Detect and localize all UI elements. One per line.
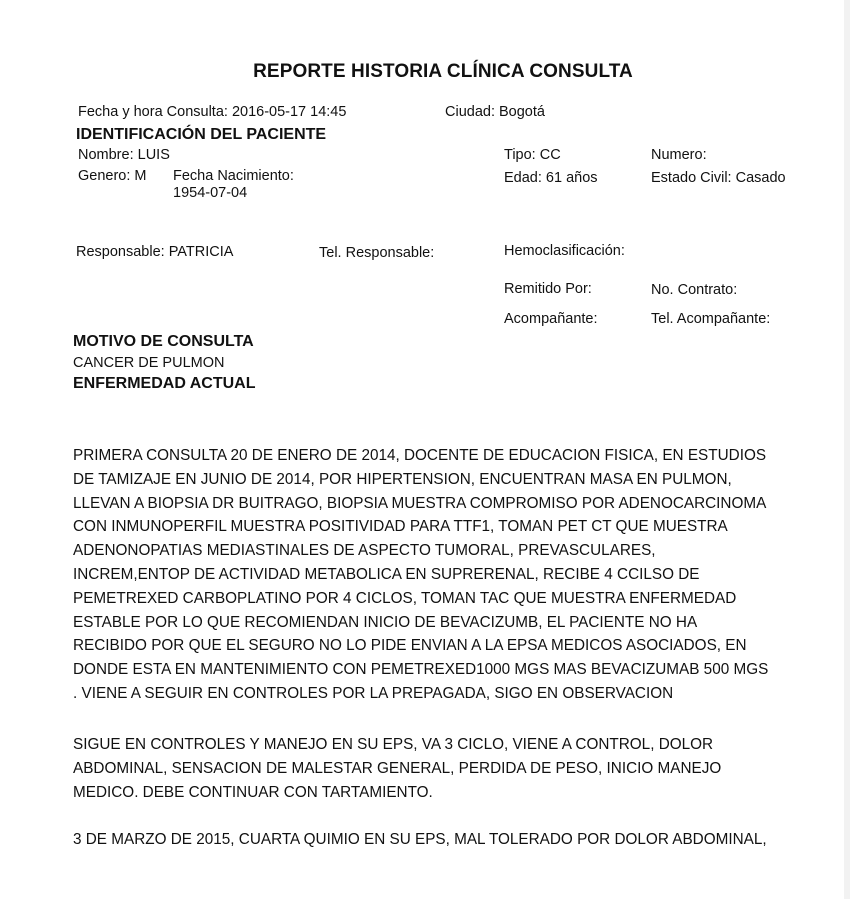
text-line: LLEVAN A BIOPSIA DR BUITRAGO, BIOPSIA MUESTRA COMPROMISO POR ADENOCARCINOMA — [73, 494, 767, 512]
text-line: MEDICO. DEBE CONTINUAR CON TARTAMIENTO. — [73, 783, 433, 801]
city: Ciudad: Bogotá — [445, 104, 545, 120]
illness-paragraph-3 — [73, 828, 833, 852]
text-line: ABDOMINAL, SENSACION DE MALESTAR GENERAL, PERDIDA DE PESO, INICIO MANEJO — [73, 759, 722, 777]
text-line: SIGUE EN CONTROLES Y MANEJO EN SU EPS, VA 3 CICLO, VIENE A CONTROL, DOLOR — [73, 736, 714, 753]
text-line: DONDE ESTA EN MANTENIMIENTO CON PEMETREXED1000 MGS MAS BEVACIZUMAB 500 MGS — [73, 661, 769, 679]
illness-paragraph-1 — [73, 444, 833, 706]
text-line: CON INMUNOPERFIL MUESTRA POSITIVIDAD PARA TTF1, TOMAN PET CT QUE MUESTRA — [73, 518, 728, 536]
reason-section-title: MOTIVO DE CONSULTA — [73, 333, 254, 350]
text-line: ADENONOPATIAS MEDIASTINALES DE ASPECTO TUMORAL, PREVASCULARES, — [73, 542, 656, 560]
contract-number: No. Contrato: — [651, 282, 738, 298]
companion-phone: Tel. Acompañante: — [651, 311, 771, 327]
text-line: DE TAMIZAJE EN JUNIO DE 2014, POR HIPERTENSION, ENCUENTRAN MASA EN PULMON, — [73, 470, 732, 488]
text-line: PRIMERA CONSULTA 20 DE ENERO DE 2014, DOCENTE DE EDUCACION FISICA, EN ESTUDIOS — [73, 447, 767, 464]
id-number: Numero: — [651, 147, 707, 163]
birth-date-value: 1954-07-04 — [173, 185, 248, 201]
consultation-datetime: Fecha y hora Consulta: 2016-05-17 14:45 — [78, 104, 347, 120]
text-line: . VIENE A SEGUIR EN CONTROLES POR LA PREPAGADA, SIGO EN OBSERVACION — [73, 684, 674, 702]
patient-section-title: IDENTIFICACIÓN DEL PACIENTE — [76, 126, 327, 143]
text-line: PEMETREXED CARBOPLATINO POR 4 CICLOS, TOMAN TAC QUE MUESTRA ENFERMEDAD — [73, 589, 737, 607]
illness-paragraph-2 — [73, 733, 833, 804]
text-line: ESTABLE POR LO QUE RECOMIENDAN INICIO DE BEVACIZUMB, EL PACIENTE NO HA — [73, 613, 698, 631]
patient-name: Nombre: LUIS — [78, 147, 170, 163]
marital-status: Estado Civil: Casado — [651, 170, 786, 186]
referred-by: Remitido Por: — [504, 281, 592, 297]
responsible-phone: Tel. Responsable: — [319, 245, 435, 261]
reason-value: CANCER DE PULMON — [73, 355, 225, 371]
report-title: REPORTE HISTORIA CLÍNICA CONSULTA — [253, 61, 633, 82]
id-type: Tipo: CC — [504, 147, 561, 163]
text-line: INCREM,ENTOP DE ACTIVIDAD METABOLICA EN SUPRERENAL, RECIBE 4 CCILSO DE — [73, 565, 700, 583]
scan-edge — [844, 0, 850, 899]
responsible: Responsable: PATRICIA — [76, 244, 234, 260]
gender: Genero: M — [78, 168, 147, 184]
text-line: RECIBIDO POR QUE EL SEGURO NO LO PIDE ENVIAN A LA EPSA MEDICOS ASOCIADOS, EN — [73, 637, 747, 655]
blood-type: Hemoclasificación: — [504, 243, 625, 259]
age: Edad: 61 años — [504, 170, 598, 186]
birth-date-label: Fecha Nacimiento: — [173, 168, 294, 184]
companion: Acompañante: — [504, 311, 598, 327]
illness-section-title: ENFERMEDAD ACTUAL — [73, 375, 256, 392]
text-line: 3 DE MARZO DE 2015, CUARTA QUIMIO EN SU EPS, MAL TOLERADO POR DOLOR ABDOMINAL, — [73, 831, 767, 848]
